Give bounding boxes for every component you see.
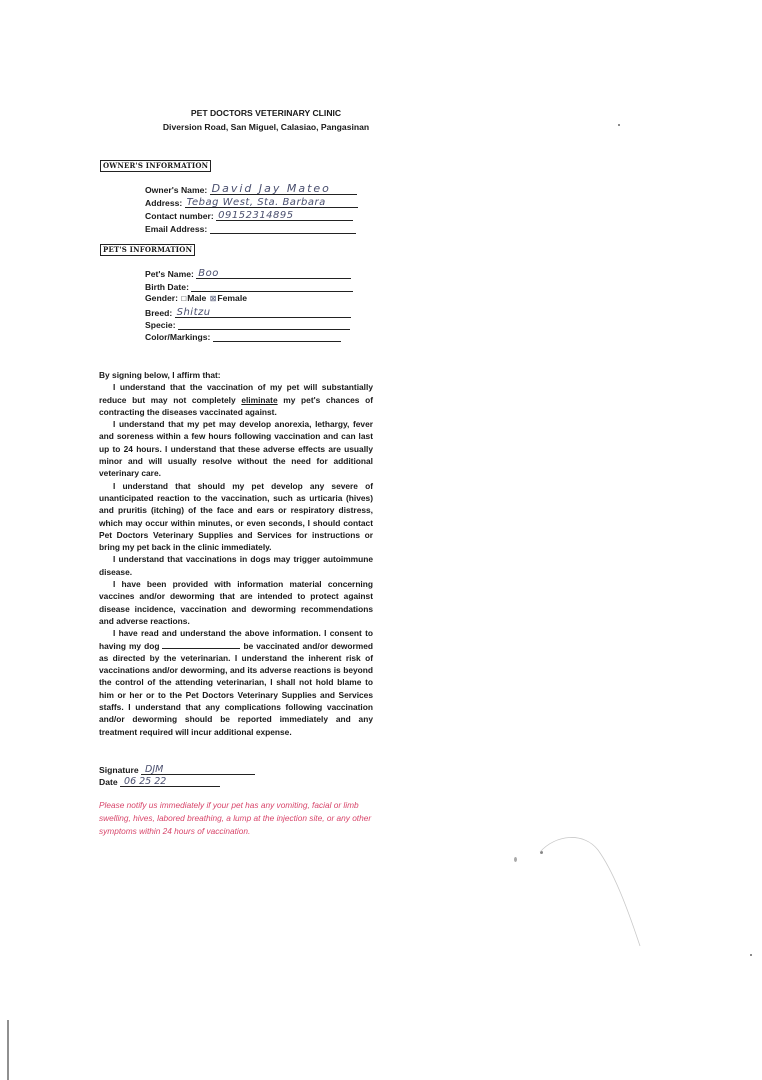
pet-color-label: Color/Markings: [145,332,211,342]
owner-email-field [145,222,356,234]
female-label: Female [217,293,248,303]
scan-speck [514,857,517,862]
scan-scratch-mark [536,830,646,950]
clinic-name: PET DOCTORS VETERINARY CLINIC [190,108,342,118]
pet-name-value: Boo [198,268,219,279]
owner-contact-value: 09152314895 [218,210,294,221]
owner-address-label: Address: [145,198,183,208]
male-label: Male [187,293,207,303]
owner-address-field [145,196,358,208]
clinic-address: Diversion Road, San Miguel, Calasiao, Pangasinan [162,122,370,132]
pet-birth-line[interactable] [191,280,353,292]
pet-gender-label: Gender: [145,293,178,303]
scan-speck [750,954,752,956]
owner-section-label: OWNER'S INFORMATION [100,160,211,172]
female-checkbox[interactable]: ⊠ [209,294,217,303]
scan-speck [618,124,620,126]
owner-contact-label: Contact number: [145,211,214,221]
owner-address-value: Tebag West, Sta. Barbara [186,197,326,208]
signature-field [99,763,255,775]
pet-breed-value: Shitzu [176,307,211,318]
date-line[interactable] [120,775,220,787]
pet-name-line[interactable] [196,267,351,279]
pet-birth-field [145,280,353,292]
owner-contact-line[interactable] [216,209,353,221]
signature-value: DJM [145,764,164,775]
pet-name-field [145,267,351,279]
consent-paragraph-6: I have read and understand the above information. I consent to having my dog be vaccinated and/or dewormed as directed by the veterinarian. I understand the inherent risk of vaccinations and/or deworming, and its adverse reactions is beyond the control of the attending veterinarian, I shall not hold blame to him or her or to the Pet Doctors Veterinary Supplies and Services staffs. I understand that any complications following vaccination and/or deworming should be reported immediately and any treatment required will incur additional expense. [99,628,373,737]
symptom-notice: Please notify us immediately if your pet has any vomiting, facial or limb swelling, hives, labored breathing, a lump at the injection site, or any other symptoms within 24 hours of vaccination. [99,800,372,836]
consent-paragraph-5: I have been provided with information material concerning vaccines and/or deworming that are intended to protect against disease incidence, vaccination and deworming recommendations and adverse reactions. [99,579,373,626]
owner-name-value: David Jay Mateo [211,182,331,195]
pet-specie-field [145,318,350,330]
owner-name-field [145,183,357,195]
dog-name-blank[interactable] [162,640,240,649]
pet-breed-line[interactable] [175,306,351,318]
owner-name-line[interactable] [210,183,357,195]
signature-line[interactable] [141,763,255,775]
owner-name-label: Owner's Name: [145,185,208,195]
pet-breed-label: Breed: [145,308,173,318]
pet-specie-label: Specie: [145,320,176,330]
date-value: 06 25 22 [124,776,167,787]
consent-text [99,369,373,738]
owner-email-label: Email Address: [145,224,208,234]
consent-paragraph-2: I understand that my pet may develop anorexia, lethargy, fever and soreness within a few hours following vaccination and can last up to 24 hours. I understand that these adverse effects are usually minor and will usually resolve without the need for additional veterinary care. [99,419,373,479]
consent-intro: By signing below, I affirm that: [99,370,221,380]
owner-address-line[interactable] [185,196,358,208]
pet-name-label: Pet's Name: [145,269,194,279]
owner-contact-field [145,209,353,221]
owner-email-line[interactable] [210,222,356,234]
male-checkbox[interactable]: □ [181,294,187,303]
date-label: Date [99,777,118,787]
consent-paragraph-1: I understand that the vaccination of my pet will substantially reduce but may not completely eliminate my pet's chances of contracting the diseases vaccinated against. [99,382,373,417]
pet-color-line[interactable] [213,330,341,342]
pet-gender-field [145,293,247,303]
date-field [99,775,220,787]
pet-specie-line[interactable] [178,318,350,330]
pet-color-field [145,330,341,342]
scan-edge-mark [4,1020,12,1080]
pet-section-label: PET'S INFORMATION [100,244,195,256]
signature-label: Signature [99,765,139,775]
consent-paragraph-3: I understand that should my pet develop any severe of unanticipated reaction to the vaccination, such as urticaria (hives) and pruritis (itching) of the face and ears or respiratory distress, which may occur within minutes, or even seconds, I should contact Pet Doctors Veterinary Supplies and Services for instructions or bring my pet back in the clinic immediately. [99,480,373,553]
pet-breed-field [145,306,351,318]
pet-birth-label: Birth Date: [145,282,189,292]
consent-paragraph-4: I understand that vaccinations in dogs may trigger autoimmune disease. [99,554,373,577]
